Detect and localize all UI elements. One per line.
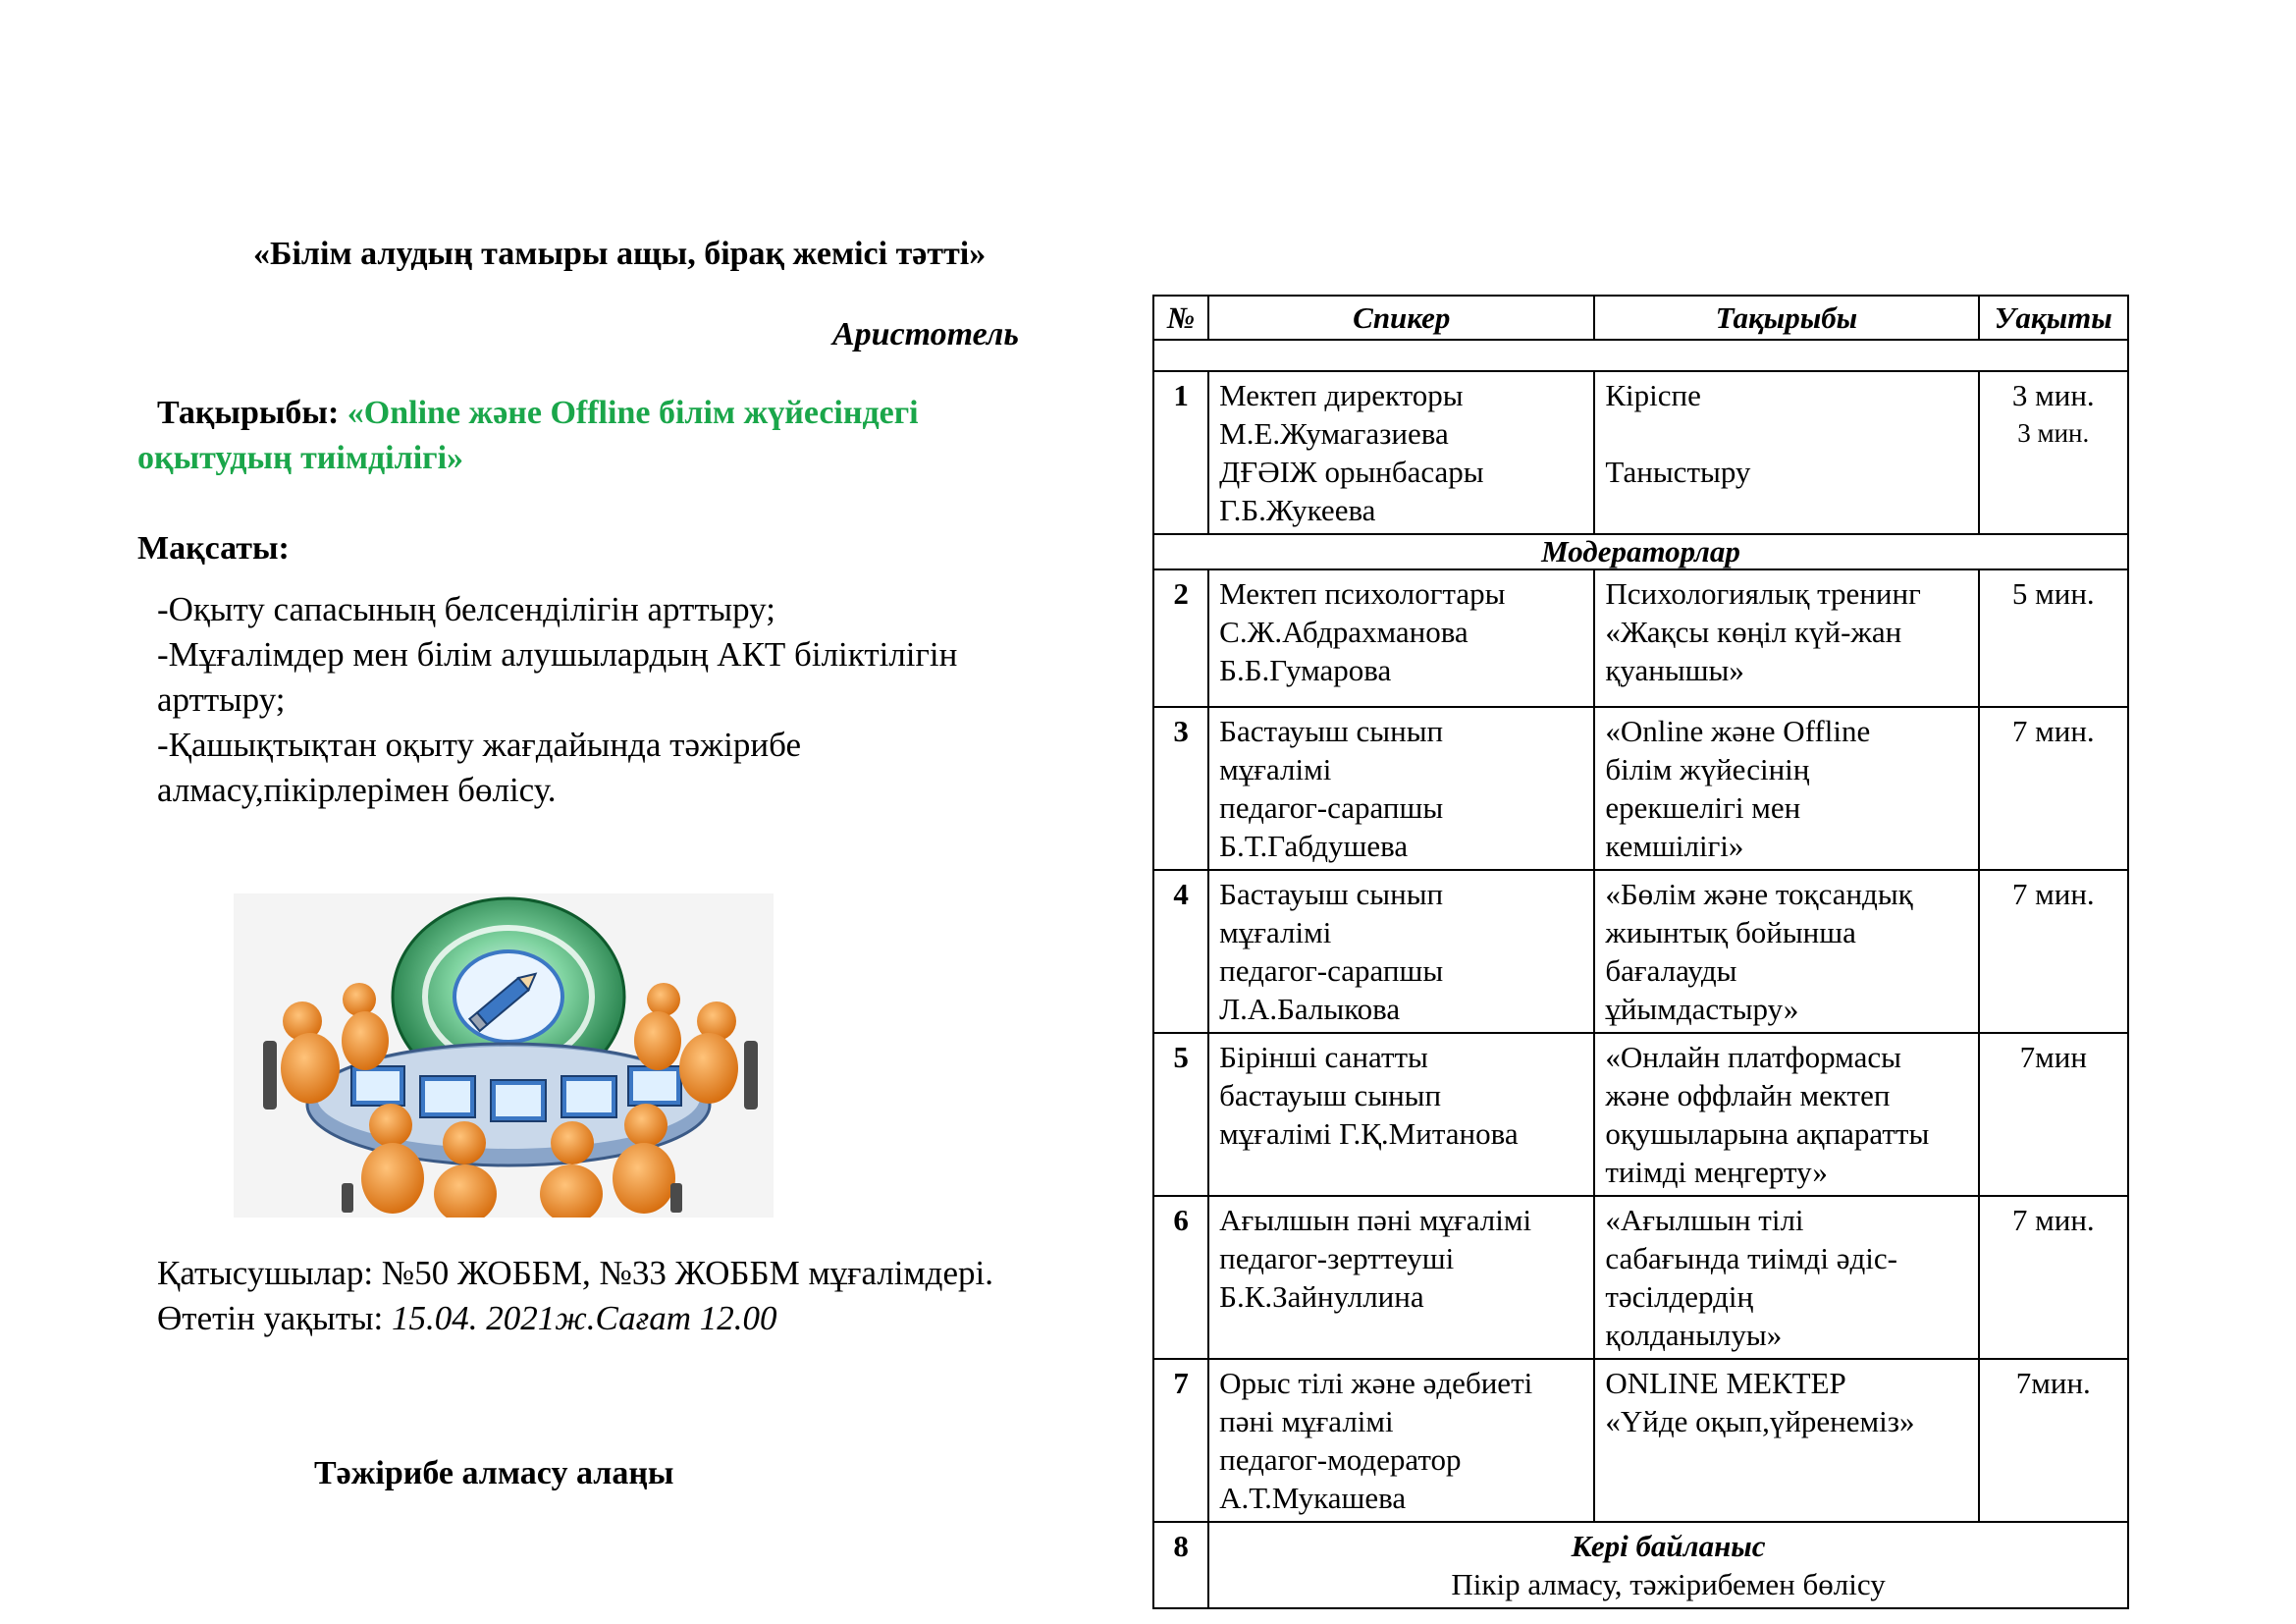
topic-line bbox=[1605, 414, 1967, 453]
topic-line: кемшілігі» bbox=[1605, 829, 1744, 863]
row-speaker bbox=[1208, 707, 1594, 870]
speaker-line: ДҒӘІЖ орынбасары bbox=[1219, 455, 1484, 489]
topic-line: білім жүйесінің bbox=[1605, 752, 1810, 786]
speaker-line: Орыс тілі және әдебиеті bbox=[1219, 1366, 1533, 1400]
row-num: 4 bbox=[1153, 870, 1208, 1033]
header-topic: Тақырыбы bbox=[1594, 296, 1978, 340]
speaker-line: бастауыш сынып bbox=[1219, 1078, 1442, 1112]
speaker-line: Бірінші санатты bbox=[1219, 1040, 1428, 1074]
table-row bbox=[1153, 1033, 2128, 1196]
row-num: 6 bbox=[1153, 1196, 1208, 1359]
time-line: 3 мин. bbox=[2011, 378, 2095, 412]
header-speaker: Спикер bbox=[1208, 296, 1594, 340]
speaker-line: мұғалімі Г.Қ.Митанова bbox=[1219, 1116, 1519, 1151]
goals-title: Мақсаты: bbox=[137, 530, 290, 567]
table-row bbox=[1153, 1196, 2128, 1359]
table-header-row bbox=[1153, 296, 2128, 340]
row-time bbox=[1979, 569, 2128, 707]
topic-line: «Онлайн платформасы bbox=[1605, 1040, 1901, 1074]
header-num: № bbox=[1153, 296, 1208, 340]
table-spacer-row bbox=[1153, 340, 2128, 371]
row-topic bbox=[1594, 870, 1978, 1033]
feedback-cell bbox=[1208, 1522, 2128, 1608]
speaker-line: Бастауыш сынып bbox=[1219, 877, 1444, 911]
row-time bbox=[1979, 870, 2128, 1033]
topic-line: «Ағылшын тілі bbox=[1605, 1203, 1804, 1237]
moderators-row bbox=[1153, 534, 2128, 569]
speaker-line: Г.Б.Жукеева bbox=[1219, 493, 1376, 527]
row-num: 7 bbox=[1153, 1359, 1208, 1522]
topic-line: «Бөлім және тоқсандық bbox=[1605, 877, 1913, 911]
topic-line: Кіріспе bbox=[1605, 378, 1701, 412]
table-row bbox=[1153, 569, 2128, 707]
row-num: 3 bbox=[1153, 707, 1208, 870]
row-num: 5 bbox=[1153, 1033, 1208, 1196]
epigraph-author: Аристотель bbox=[832, 316, 1019, 352]
speaker-line: педагог-сарапшы bbox=[1219, 953, 1444, 988]
time-line: 5 мин. bbox=[2011, 576, 2095, 611]
row-speaker bbox=[1208, 1033, 1594, 1196]
speaker-line: педагог-зерттеуші bbox=[1219, 1241, 1455, 1275]
row-speaker bbox=[1208, 1196, 1594, 1359]
row-time bbox=[1979, 1359, 2128, 1522]
topic-line: қуанышы» bbox=[1605, 653, 1744, 687]
goal-line: -Қашықтықтан оқыту жағдайында тәжірибе bbox=[157, 726, 801, 764]
time-line: 7мин bbox=[2019, 1040, 2087, 1074]
topic-heading bbox=[157, 395, 919, 432]
row-time bbox=[1979, 371, 2128, 534]
topic-line: «Online және Offline bbox=[1605, 714, 1871, 748]
row-num: 1 bbox=[1153, 371, 1208, 534]
row-time bbox=[1979, 707, 2128, 870]
meeting-table-illustration bbox=[234, 893, 774, 1218]
row-topic bbox=[1594, 1359, 1978, 1522]
speaker-line: мұғалімі bbox=[1219, 752, 1332, 786]
row-topic bbox=[1594, 1196, 1978, 1359]
header-time: Уақыты bbox=[1979, 296, 2128, 340]
topic-line: Таныстыру bbox=[1605, 455, 1751, 489]
time-line: 7 мин. bbox=[2011, 1203, 2095, 1237]
table-row bbox=[1153, 870, 2128, 1033]
row-speaker bbox=[1208, 371, 1594, 534]
table-row bbox=[1153, 707, 2128, 870]
topic-line: қолданылуы» bbox=[1605, 1318, 1783, 1352]
speaker-line: Б.Т.Габдушева bbox=[1219, 829, 1409, 863]
goal-line: алмасу,пікірлерімен бөлісу. bbox=[157, 771, 557, 809]
goal-line: арттыру; bbox=[157, 680, 286, 719]
speaker-line: Б.Б.Гумарова bbox=[1219, 653, 1392, 687]
topic-line: және оффлайн мектеп bbox=[1605, 1078, 1891, 1112]
speaker-line: педагог-модератор bbox=[1219, 1442, 1462, 1477]
epigraph: «Білім алудың тамыры ащы, бірақ жемісі тәтті» bbox=[253, 236, 987, 272]
topic-line: ONLINE МЕКТЕР bbox=[1605, 1366, 1846, 1400]
speaker-line: С.Ж.Абдрахманова bbox=[1219, 615, 1468, 649]
moderators-label: Модераторлар bbox=[1153, 534, 2128, 569]
topic-line: сабағында тиімді әдіс- bbox=[1605, 1241, 1897, 1275]
topic-line: ерекшелігі мен bbox=[1605, 790, 1801, 825]
topic-line: оқушыларына ақпаратты bbox=[1605, 1116, 1930, 1151]
meeting-illustration-svg bbox=[234, 893, 774, 1218]
speaker-line: Мектеп директоры bbox=[1219, 378, 1464, 412]
time-line: 7 мин. bbox=[2011, 714, 2095, 748]
row-time bbox=[1979, 1196, 2128, 1359]
time-line: 3 мин. bbox=[2017, 418, 2090, 448]
speaker-line: пәні мұғалімі bbox=[1219, 1404, 1394, 1438]
event-time-line bbox=[157, 1296, 993, 1341]
time-line: 7мин. bbox=[2015, 1366, 2091, 1400]
platform-title: Тәжірибе алмасу алаңы bbox=[314, 1455, 674, 1491]
topic-line: бағалауды bbox=[1605, 953, 1737, 988]
table-row bbox=[1153, 1359, 2128, 1522]
speaker-line: мұғалімі bbox=[1219, 915, 1332, 949]
speaker-line: А.Т.Мукашева bbox=[1219, 1481, 1407, 1515]
table-row bbox=[1153, 371, 2128, 534]
speaker-line: Ағылшын пәні мұғалімі bbox=[1219, 1203, 1532, 1237]
topic-line: тәсілдердің bbox=[1605, 1279, 1754, 1314]
topic-line: ұйымдастыру» bbox=[1605, 992, 1799, 1026]
speaker-line: Мектеп психологтары bbox=[1219, 576, 1506, 611]
event-time-value: 15.04. 2021ж.Сағат 12.00 bbox=[391, 1299, 777, 1337]
goal-line: -Мұғалімдер мен білім алушылардың АКТ біліктілігін bbox=[157, 635, 958, 674]
speaker-line: М.Е.Жумагазиева bbox=[1219, 416, 1449, 451]
time-line: 7 мин. bbox=[2011, 877, 2095, 911]
row-topic bbox=[1594, 371, 1978, 534]
feedback-row bbox=[1153, 1522, 2128, 1608]
topic-line: жиынтық бойынша bbox=[1605, 915, 1856, 949]
topic-line: тиімді меңгерту» bbox=[1605, 1155, 1828, 1189]
row-topic bbox=[1594, 707, 1978, 870]
row-speaker bbox=[1208, 870, 1594, 1033]
speaker-line: Б.К.Зайнуллина bbox=[1219, 1279, 1424, 1314]
row-speaker bbox=[1208, 1359, 1594, 1522]
row-speaker bbox=[1208, 569, 1594, 707]
goals-list bbox=[157, 587, 957, 813]
feedback-title: Кері байланыс bbox=[1571, 1529, 1766, 1563]
row-time bbox=[1979, 1033, 2128, 1196]
goal-line: -Оқыту сапасының белсенділігін арттыру; bbox=[157, 590, 775, 628]
topic-label: Тақырыбы: bbox=[157, 395, 347, 431]
topic-line: Психологиялық тренинг bbox=[1605, 576, 1921, 611]
row-topic bbox=[1594, 569, 1978, 707]
topic-line: «Жақсы көңіл күй-жан bbox=[1605, 615, 1902, 649]
speaker-line: педагог-сарапшы bbox=[1219, 790, 1444, 825]
participants-line: Қатысушылар: №50 ЖОББМ, №33 ЖОББМ мұғалімдері. bbox=[157, 1254, 993, 1292]
topic-title-line1: «Online және Offline білім жүйесіндегі bbox=[347, 395, 919, 431]
feedback-subtitle: Пікір алмасу, тәжірибемен бөлісу bbox=[1451, 1567, 1886, 1601]
speaker-line: Л.А.Балыкова bbox=[1219, 992, 1401, 1026]
schedule-table bbox=[1152, 295, 2129, 1609]
topic-title-line2: оқытудың тиімділігі» bbox=[137, 440, 464, 476]
speaker-line: Бастауыш сынып bbox=[1219, 714, 1444, 748]
event-time-label: Өтетін уақыты: bbox=[157, 1299, 392, 1337]
topic-line: «Үйде оқып,үйренеміз» bbox=[1605, 1404, 1915, 1438]
participants-info bbox=[157, 1251, 993, 1341]
row-topic bbox=[1594, 1033, 1978, 1196]
row-num: 2 bbox=[1153, 569, 1208, 707]
row-num: 8 bbox=[1153, 1522, 1208, 1608]
spacer-cell bbox=[1153, 340, 2128, 371]
